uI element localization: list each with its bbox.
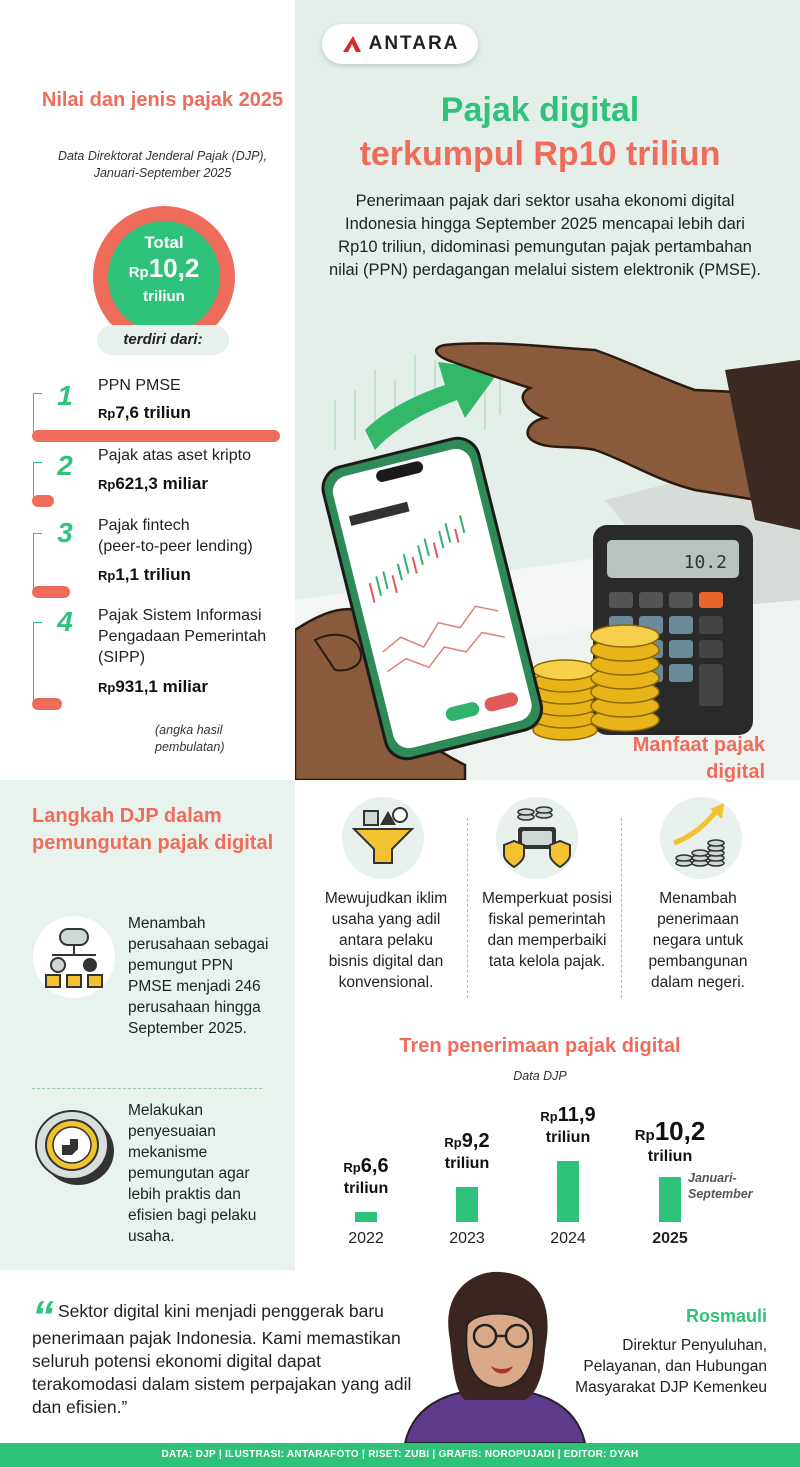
trend-annotation: Januari-September xyxy=(688,1171,753,1201)
main-title xyxy=(300,88,780,176)
quote-mark-icon: “ xyxy=(32,1292,54,1341)
funnel-shapes-icon xyxy=(342,797,424,879)
item-value: Rp931,1 miliar xyxy=(98,677,208,696)
item-name-line2: (peer-to-peer lending) xyxy=(98,538,253,555)
logo-text: ANTARA xyxy=(368,33,460,54)
item-value: Rp1,1 triliun xyxy=(98,565,191,584)
item-number: 3 xyxy=(57,517,73,548)
svg-text:10.2: 10.2 xyxy=(683,552,727,573)
hero-illustration xyxy=(295,300,800,780)
step-divider xyxy=(32,1088,262,1089)
trend-year-label: 2025 xyxy=(652,1230,688,1247)
rounding-note: (angka hasil pembulatan) xyxy=(155,723,225,754)
growth-coins-icon xyxy=(660,797,742,879)
steps-title: Langkah DJP dalam pemungutan pajak digital xyxy=(32,805,274,854)
item-bar xyxy=(32,698,62,710)
benefits-title: Manfaat pajak digital xyxy=(632,734,765,783)
company-network-icon xyxy=(32,915,116,999)
item-value: Rp7,6 triliun xyxy=(98,403,191,422)
trend-year-label: 2022 xyxy=(348,1230,384,1247)
tax-stamp-icon xyxy=(32,1103,118,1189)
benefit-text: Menambah penerimaan negara untuk pembangunan dalam negeri. xyxy=(648,890,748,991)
money-shield-icon xyxy=(496,797,578,879)
main-title-line2: terkumpul Rp10 triliun xyxy=(359,135,721,173)
trend-title: Tren penerimaan pajak digital xyxy=(399,1035,681,1057)
trend-bar xyxy=(659,1177,681,1222)
trend-source: Data DJP xyxy=(513,1069,567,1083)
total-label: Total xyxy=(144,233,184,252)
summary-title: Nilai dan jenis pajak 2025 xyxy=(41,89,284,111)
trend-year-label: 2023 xyxy=(449,1230,485,1247)
step-text: Melakukan penyesuaian mekanisme pemungutan agar lebih praktis dan efisien bagi pelaku usaha. xyxy=(128,1102,257,1245)
antara-logo xyxy=(322,24,478,64)
speaker-name: Rosmauli xyxy=(685,1306,767,1326)
speaker-portrait xyxy=(395,1270,595,1443)
item-name: PPN PMSE xyxy=(98,377,181,394)
total-value: Rp10,2 xyxy=(128,253,200,283)
total-text xyxy=(93,233,235,305)
benefit-text: Mewujudkan iklim usaha yang adil antara pelaku bisnis digital dan konvensional. xyxy=(324,890,448,991)
quote xyxy=(32,1292,417,1419)
item-value: Rp621,3 miliar xyxy=(98,474,208,493)
item-bracket xyxy=(33,622,42,708)
main-title-line1: Pajak digital xyxy=(440,91,640,129)
step-text: Menambah perusahaan sebagai pemungut PPN PMSE menjadi 246 perusahaan hingga September 2025. xyxy=(128,915,269,1037)
item-bar xyxy=(32,430,280,442)
item-bar xyxy=(32,495,54,507)
item-number: 4 xyxy=(57,606,73,637)
quote-text: Sektor digital kini menjadi penggerak baru penerimaan pajak Indonesia. Kami memastikan seluruh potensi ekonomi digital dapat terakomodasi dalam sistem perpajakan yang adil dan efisien.” xyxy=(32,1301,412,1417)
item-bar xyxy=(32,586,70,598)
trend-bar xyxy=(456,1187,478,1222)
item-number: 1 xyxy=(57,380,73,411)
item-name-line1: Pajak fintech xyxy=(98,517,190,534)
summary-source: Data Direktorat Jenderal Pajak (DJP), Januari-September 2025 xyxy=(57,149,268,180)
total-unit: triliun xyxy=(143,288,185,305)
benefit-separator xyxy=(467,818,468,998)
trend-bar xyxy=(557,1161,579,1222)
benefit-text: Memperkuat posisi fiskal pemerintah dan memperbaiki tata kelola pajak. xyxy=(481,890,613,970)
trend-value-label: Rp10,2 triliun xyxy=(634,1116,706,1165)
consists-label: terdiri dari: xyxy=(97,325,229,355)
intro-text: Penerimaan pajak dari sektor usaha ekonomi digital Indonesia hingga September 2025 mencapai lebih dari Rp10 triliun, didominasi pemungutan pajak pertambahan nilai (PPN) perdagangan melalui sistem elektronik (PMSE). xyxy=(329,192,761,279)
antara-logo-icon xyxy=(341,34,363,54)
benefit-separator xyxy=(621,818,622,998)
item-name: Pajak Sistem Informasi Pengadaan Pemerintah (SIPP) xyxy=(98,607,267,666)
trend-value-label: Rp6,6 triliun xyxy=(343,1155,389,1197)
item-name: Pajak atas aset kripto xyxy=(98,447,251,464)
trend-value-label: Rp9,2 triliun xyxy=(444,1130,490,1172)
credits-footer: DATA: DJP | ILUSTRASI: ANTARAFOTO | RISET: ZUBI | GRAFIS: NOROPUJADI | EDITOR: DYAH xyxy=(0,1443,800,1467)
item-number: 2 xyxy=(57,450,73,481)
trend-value-label: Rp11,9 triliun xyxy=(540,1104,596,1146)
trend-bar xyxy=(355,1212,377,1222)
speaker-role: Direktur Penyuluhan, Pelayanan, dan Hubungan Masyarakat DJP Kemenkeu xyxy=(575,1337,767,1396)
trend-year-label: 2024 xyxy=(550,1230,586,1247)
